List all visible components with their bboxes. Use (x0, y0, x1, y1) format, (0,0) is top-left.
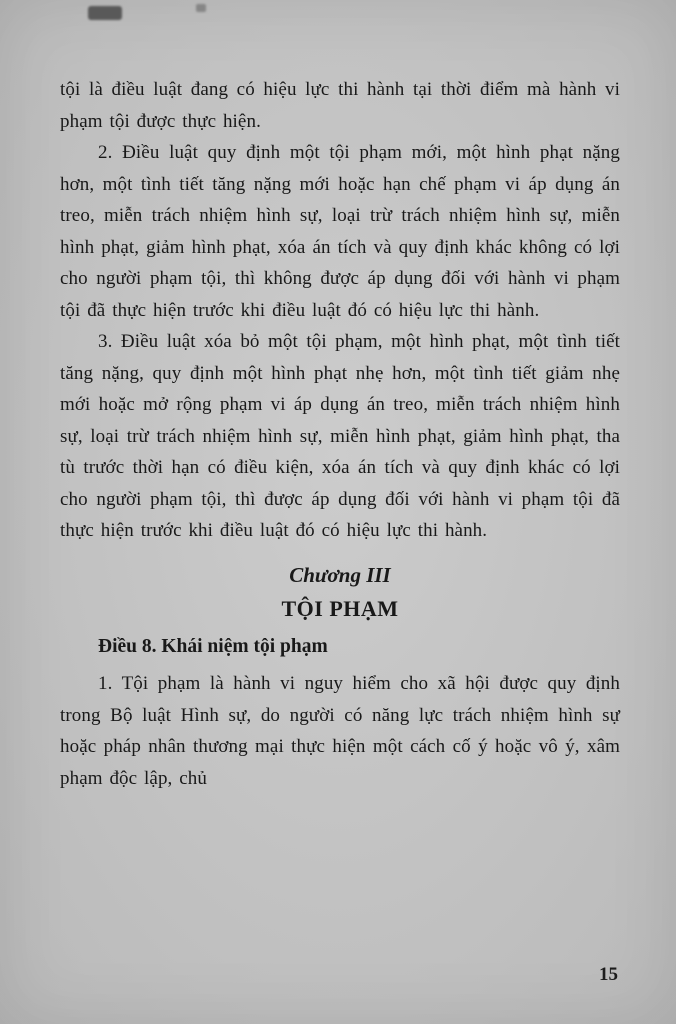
paragraph-clause-2: 2. Điều luật quy định một tội phạm mới, một hình phạt nặng hơn, một tình tiết tăng nặng mới hoặc hạn chế phạm vi áp dụng án treo, miễn trách nhiệm hình sự, loại trừ trách nhiệm hình sự, miễn hình phạt, giảm hình phạt, xóa án tích và quy định khác không có lợi cho người phạm tội, thì không được áp dụng đối với hành vi phạm tội đã thực hiện trước khi điều luật đó có hiệu lực thi hành. (60, 142, 620, 321)
scan-smudge (88, 6, 122, 20)
article-heading: Điều 8. Khái niệm tội phạm (98, 635, 328, 657)
page-number: 15 (599, 964, 618, 985)
scan-smudge-small (196, 4, 206, 12)
paragraph-clause-3: 3. Điều luật xóa bỏ một tội phạm, một hình phạt, một tình tiết tăng nặng, quy định một hình phạt nhẹ hơn, một tình tiết giảm nhẹ mới hoặc mở rộng phạm vi áp dụng án treo, miễn trách nhiệm hình sự, loại trừ trách nhiệm hình sự, miễn hình phạt, giảm hình phạt, tha tù trước thời hạn có điều kiện, xóa án tích và quy định khác có lợi cho người phạm tội, thì được áp dụng đối với hành vi phạm tội đã thực hiện trước khi điều luật đó có hiệu lực thi hành. (60, 331, 620, 542)
paragraph-article-1: 1. Tội phạm là hành vi nguy hiểm cho xã hội được quy định trong Bộ luật Hình sự, do người có năng lực trách nhiệm hình sự hoặc pháp nhân thương mại thực hiện một cách cố ý hoặc vô ý, xâm phạm độc lập, chủ (60, 672, 620, 789)
chapter-label: Chương III (289, 562, 391, 587)
chapter-title: TỘI PHẠM (281, 595, 399, 621)
paragraph-continuation: tội là điều luật đang có hiệu lực thi hành tại thời điểm mà hành vi phạm tội được thực hiện. (60, 79, 620, 132)
